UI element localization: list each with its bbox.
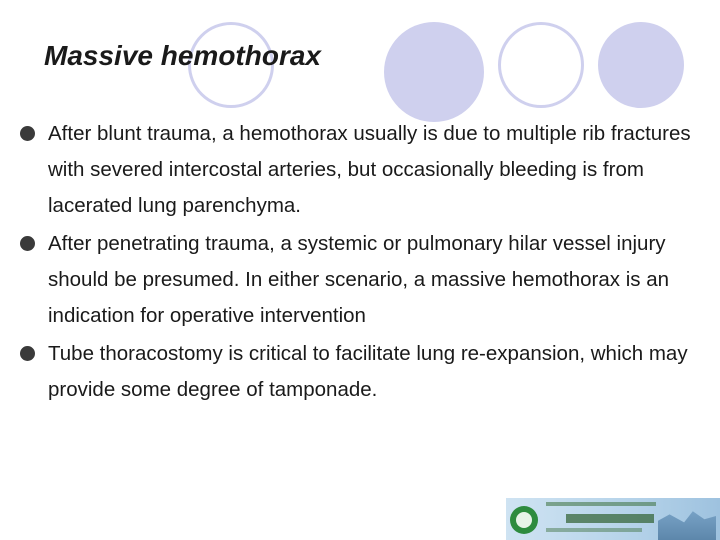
logo-text-line — [566, 514, 654, 523]
building-icon — [658, 508, 716, 540]
bullet-icon — [20, 126, 35, 141]
bullet-item — [18, 116, 698, 224]
decorative-circle-2 — [598, 22, 684, 108]
bullet-icon — [20, 236, 35, 251]
logo-emblem-icon — [510, 506, 538, 534]
bullet-text: After penetrating trauma, a systemic or pulmonary hilar vessel injury should be presumed. In either scenario, a massive hemothorax is an indication for operative intervention — [48, 232, 670, 327]
bullet-text: Tube thoracostomy is critical to facilitate lung re-expansion, which may provide some degree of tamponade. — [48, 342, 688, 401]
bullet-text: After blunt trauma, a hemothorax usually is due to multiple rib fractures with severed intercostal arteries, but occasionally bleeding is from lacerated lung parenchyma. — [48, 122, 691, 217]
hospital-logo-icon — [506, 498, 720, 540]
bullet-item — [18, 336, 698, 408]
decorative-ring-2 — [498, 22, 584, 108]
logo-text-line — [546, 502, 656, 506]
decorative-circle-1 — [384, 22, 484, 122]
slide-title: Massive hemothorax — [44, 40, 321, 71]
bullet-icon — [20, 346, 35, 361]
bullet-list — [18, 116, 698, 410]
logo-text-line — [546, 528, 642, 532]
bullet-item — [18, 226, 698, 334]
